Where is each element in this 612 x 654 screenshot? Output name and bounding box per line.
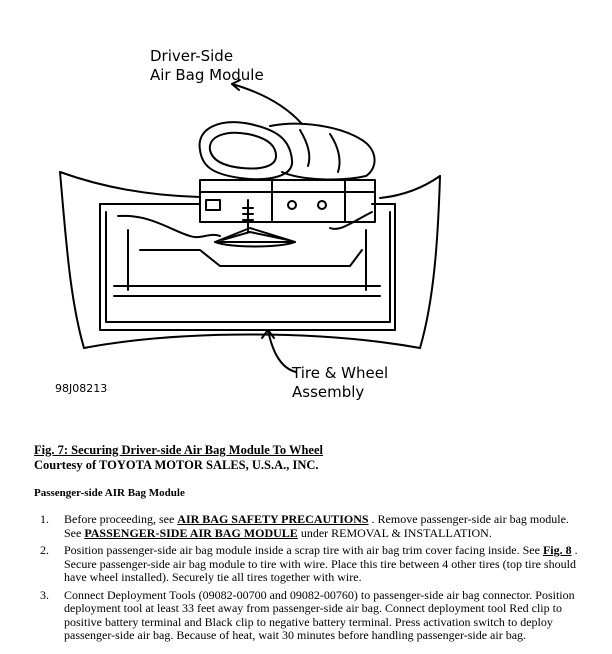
link-air-bag-safety-precautions[interactable]: AIR BAG SAFETY PRECAUTIONS bbox=[177, 512, 369, 526]
procedure-steps bbox=[40, 513, 588, 647]
step-text: . Remove passenger-side air bag module. See bbox=[64, 512, 569, 540]
step-text: Position passenger-side air bag module inside a scrap tire with air bag trim cover facing inside. See bbox=[64, 543, 543, 557]
procedure-step bbox=[40, 589, 588, 643]
label-tire-wheel-line1: Tire & Wheel bbox=[292, 364, 389, 382]
step-text: . Secure passenger-side air bag module to tire with wire. Place this tire between 4 other tires (top tire should have wheel installed). Securely tie all tires together with wire. bbox=[64, 543, 578, 584]
step-text: Before proceeding, see bbox=[64, 512, 178, 526]
label-driver-side-line2: Air Bag Module bbox=[150, 66, 264, 84]
figure-caption-credit: Courtesy of TOYOTA MOTOR SALES, U.S.A., INC. bbox=[34, 458, 319, 472]
tire-right-top-edge bbox=[380, 176, 440, 198]
link-fig-8[interactable]: Fig. 8 bbox=[542, 543, 572, 557]
link-passenger-side-air-bag-module[interactable]: PASSENGER-SIDE AIR BAG MODULE bbox=[84, 525, 298, 540]
figure-id: 98J08213 bbox=[55, 382, 108, 395]
figure-caption-title: Fig. 7: Securing Driver-side Air Bag Module To Wheel bbox=[34, 443, 324, 457]
tire-left-top-edge bbox=[60, 172, 200, 197]
procedure-step bbox=[40, 513, 588, 540]
section-heading: Passenger-side AIR Bag Module bbox=[34, 487, 185, 499]
label-driver-side-line1: Driver-Side bbox=[150, 47, 234, 65]
step-text: Connect Deployment Tools (09082-00700 and 09082-00760) to passenger-side air bag connector. Position deployment tool at least 33 feet away from passenger-side air bag. Connect deployment tool Red clip to positive battery terminal and Black clip to negative battery terminal. Press activation switch to deploy passenger-side air bag. Because of heat, wait 30 minutes before handling passenger-side air bag. bbox=[64, 587, 575, 642]
step-number: 3. bbox=[40, 587, 49, 602]
step-number: 1. bbox=[40, 512, 49, 526]
step-number: 2. bbox=[40, 543, 49, 557]
step-text: under REMOVAL & INSTALLATION. bbox=[297, 525, 492, 540]
label-tire-wheel-line2: Assembly bbox=[292, 383, 365, 401]
procedure-step bbox=[40, 544, 588, 585]
